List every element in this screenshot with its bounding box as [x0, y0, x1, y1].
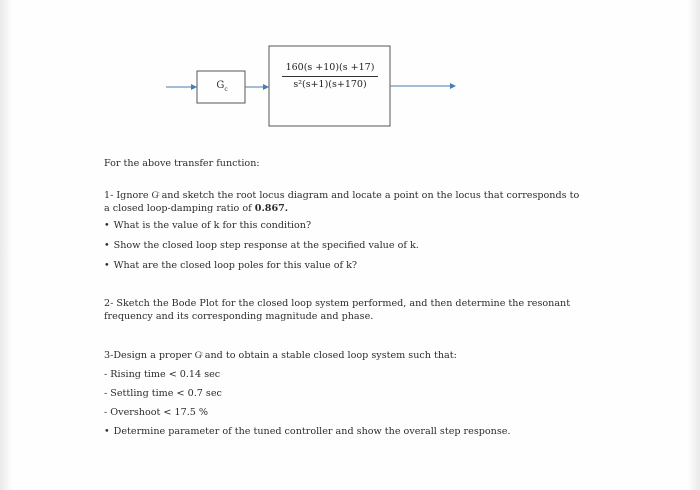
q1-bullet-3: • What are the closed loop poles for this value of k? — [104, 259, 357, 272]
q1-bullet-1: • What is the value of k for this condition? — [104, 219, 311, 232]
q3-final-bullet: • Determine parameter of the tuned controller and show the overall step response. — [104, 425, 511, 438]
q2-line1: 2- Sketch the Bode Plot for the closed loop system performed, and then determine the resonant — [104, 298, 571, 309]
q1-line2: a closed loop-damping ratio of 0.867. — [104, 203, 289, 214]
q3-line1: 3-Design a proper Gͨ and to obtain a stable closed loop system such that: — [104, 350, 457, 361]
q3-spec-settling-time: - Settling time < 0.7 sec — [104, 388, 222, 399]
tf-numerator: 160(s +10)(s +17) — [285, 62, 375, 73]
q1-line1: 1- Ignore Gͨ and sketch the root locus diagram and locate a point on the locus that corresponds to — [104, 190, 580, 201]
q3-spec-rise-time: - Rising time < 0.14 sec — [104, 369, 221, 380]
q2-line2: frequency and its corresponding magnitude and phase. — [104, 311, 374, 322]
q3-spec-overshoot: - Overshoot < 17.5 % — [104, 407, 209, 418]
plant-transfer-function — [270, 63, 390, 89]
controller-label: $G_c$ — [216, 80, 228, 93]
tf-denominator: s²(s+1)(s+170) — [293, 78, 367, 90]
damping-ratio-value: 0.867. — [254, 203, 289, 214]
intro-text: For the above transfer function: — [104, 158, 260, 169]
q1-bullet-2: • Show the closed loop step response at the specified value of k. — [104, 239, 419, 252]
